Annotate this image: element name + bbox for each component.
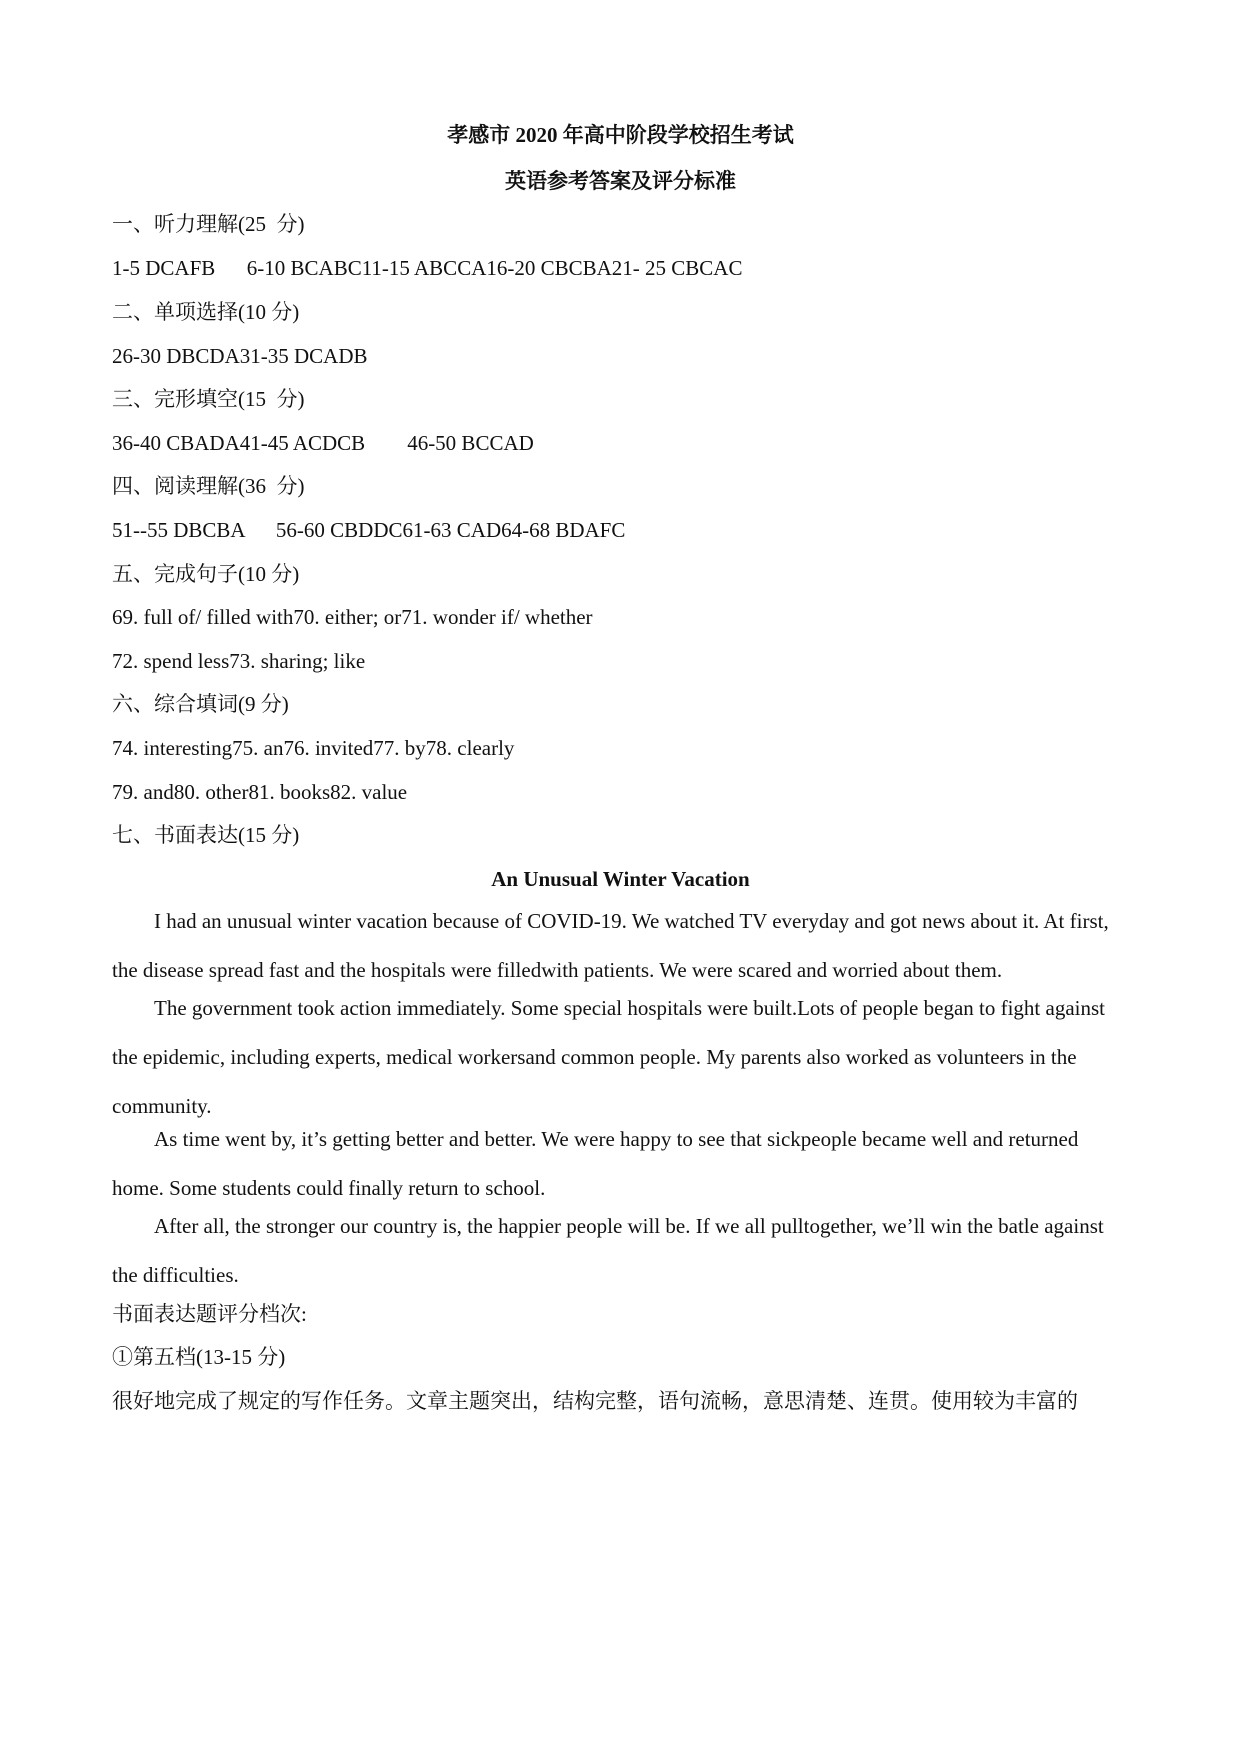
section-1-answers: 1-5 DCAFB 6-10 BCABC11-15 ABCCA16-20 CBCBA21- 25 CBCAC	[112, 256, 743, 280]
grading-heading: 书面表达题评分档次:	[112, 1302, 307, 1326]
section-2-answers: 26-30 DBCDA31-35 DCADB	[112, 344, 368, 368]
section-2-heading: 二、单项选择(10 分)	[112, 300, 300, 324]
section-4-answers: 51--55 DBCBA 56-60 CBDDC61-63 CAD64-68 BDAFC	[112, 518, 626, 542]
grading-level-5-description: 很好地完成了规定的写作任务。文章主题突出，结构完整，语句流畅，意思清楚、连贯。使用较为丰富的	[112, 1389, 1078, 1413]
essay-title: An Unusual Winter Vacation	[491, 867, 750, 891]
essay-paragraph-3: As time went by, it’s getting better and better. We were happy to see that sickpeople became well and returned home. Some students could finally return to school.	[112, 1127, 1079, 1200]
essay-paragraph-1: I had an unusual winter vacation because of COVID-19. We watched TV everyday and got news about it. At first, the disease spread fast and the hospitals were filledwith patients. We were scared and worried about them.	[112, 909, 1109, 982]
section-5-answers-line2: 72. spend less73. sharing; like	[112, 649, 366, 673]
grading-level-5: ①第五档(13-15 分)	[112, 1345, 286, 1369]
section-1-heading: 一、听力理解(25 分)	[112, 212, 305, 236]
essay-paragraph-2: The government took action immediately. Some special hospitals were built.Lots of people began to fight against the epidemic, including experts, medical workersand common people. My parents also worked as volunteers in the community.	[112, 996, 1105, 1118]
section-3-heading: 三、完形填空(15 分)	[112, 387, 305, 411]
section-6-heading: 六、综合填词(9 分)	[112, 692, 289, 716]
section-3-answers: 36-40 CBADA41-45 ACDCB 46-50 BCCAD	[112, 431, 534, 455]
section-4-heading: 四、阅读理解(36 分)	[112, 474, 305, 498]
document-subtitle: 英语参考答案及评分标准	[505, 169, 736, 193]
section-6-answers-line2: 79. and80. other81. books82. value	[112, 780, 408, 804]
section-5-answers-line1: 69. full of/ filled with70. either; or71. wonder if/ whether	[112, 605, 593, 629]
section-5-heading: 五、完成句子(10 分)	[112, 562, 300, 586]
section-6-answers-line1: 74. interesting75. an76. invited77. by78. clearly	[112, 736, 515, 760]
document-title: 孝感市 2020 年高中阶段学校招生考试	[447, 123, 794, 147]
essay-paragraph-4: After all, the stronger our country is, the happier people will be. If we all pulltogether, we’ll win the batle against the difficulties.	[112, 1214, 1104, 1287]
section-7-heading: 七、书面表达(15 分)	[112, 823, 300, 847]
